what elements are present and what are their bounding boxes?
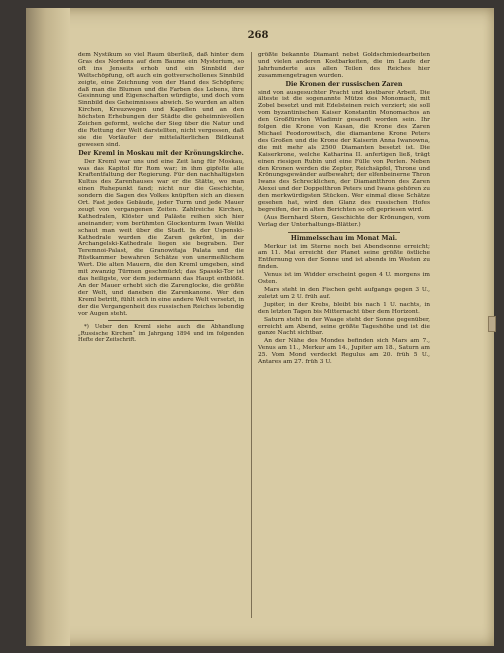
right-column	[258, 52, 430, 618]
page-gutter	[26, 8, 70, 646]
page-clip	[488, 316, 496, 332]
column-divider	[251, 52, 252, 618]
mars-paragraph: Mars steht in den Fischen geht aufgangs gegen 3 U., zuletzt um 2 U. früh auf.	[258, 287, 430, 300]
page-header	[90, 30, 426, 46]
footnote: *) Ueber den Kreml siehe auch die Abhandlung „Russische Kirchen“ im Jahrgang 1894 und im folgenden Hefte der Zeitschrift.	[78, 324, 244, 344]
section-title-kronen: Die Kronen der russischen Zaren	[285, 80, 403, 88]
section-title-kreml: Der Kreml in Moskau mit der Krönungskirche.	[78, 149, 244, 157]
moon-paragraph: An der Nähe des Mondes befinden sich Mars am 7., Venus am 11., Merkur am 14., Jupiter am 18., Saturn am 25. Vom Mond verdeckt Regulus am 20. früh 5 U., Antares am 27. früh 3 U.	[258, 338, 430, 366]
venus-paragraph: Venus ist im Widder erscheint gegen 4 U. morgens im Osten.	[258, 272, 430, 286]
source-credit: (Aus Bernhard Stern, Geschichte der Krönungen, vom Verlag der Unterhaltungs-Blätter.)	[258, 214, 430, 228]
left-column	[78, 52, 244, 618]
kreml-paragraph: Der Kreml war uns und eine Zeit lang für Moskau, was das Kapitol für Rom war; in ihm gipfelte alle Kraftentfaltung der Regierung. Für den nachhaltigsten Kultus des Zarenhauses war er die Stätte, wo man einen Ruhepunkt fand; nicht nur die Geschichte, sondern die Sagen des Volkes knüpften sich an diesen Ort. Fast jedes Gebäude, jeder Turm und jede Mauer zeugt von vergangenen Zeiten. Zahlreiche Kirchen, Kathedralen, Klöster und Paläste reihen sich hier aneinander; vom berühmten Glockenturm Iwan Weliki schaut man weit über die Stadt. In der Uspenski-Kathedrale wurden die Zaren gekrönt, in der Archangelski-Kathedrale liegen sie begraben. Der Teremnoi-Palast, die Granowitaja Palata und die Rüstkammer bewahren Schätze von unermeßlichem Wert. Die alten Mauern, die den Kreml umgeben, sind mit zwanzig Türmen geschmückt; das Spasski-Tor ist das heiligste, vor dem jedermann das Haupt entblößt. An der Mauer erhebt sich die Zarenglocke, die größte der Welt, und daneben die Zarenkanone. Wer den Kreml betritt, fühlt sich in eine andere Welt versetzt, in der die Vergangenheit des russischen Reiches lebendig vor Augen steht.	[78, 158, 244, 317]
left-intro-paragraph: dem Nystikum so viel Raum überließ, daß hinter dem Gras des Nordens auf dem Baume ein Mysterium, so oft ins Jenseits erhob und ein Sinnbild der Weltschöpfung, oft auch ein gottverschollenes Sinnbild zeigte, eine Zeichnung von der Hand des Schöpfers; daß man die Blumen und die Farben des Lebens, ihre Gesinnung und Eigenschaften würdigte, und doch vom Sinnbild des Geheimnisses abwich. So wurden an alten Kirchen, Kreuzwegen und Kapellen und an den höchsten Erhebungen der Städte die geheimnisvollen Zeichen geformt, welche der Sieg über die Natur und die Rettung der Welt darstellten, nicht vergessen, daß sie die Vorläufer der mittelalterlichen Bildkunst gewesen sind.	[78, 52, 244, 148]
page-number: 268	[247, 30, 269, 41]
right-intro-paragraph: größte bekannte Diamant nebst Goldschmiedearbeiten und vielen anderen Kostbarkeiten, die im Laufe der Jahrhunderte aus allen Teilen des Reiches hier zusammengetragen wurden.	[258, 52, 430, 79]
section-divider	[288, 232, 400, 233]
saturn-paragraph: Saturn steht in der Waage steht der Sonne gegenüber, erreicht am Abend, seine größte Tageshöhe und ist die ganze Nacht sichtbar.	[258, 316, 430, 337]
jupiter-paragraph: Jupiter, in der Krebs, bleibt bis nach 1 U. nachts, in den letzten Tagen bis Mitternacht über dem Horizont.	[258, 301, 430, 315]
kronen-paragraph: sind von ausgesuchter Pracht und kostbarer Arbeit. Die älteste ist die sogenannte Mütze des Monomach, mit Zobel besetzt und mit Edelsteinen reich verziert; sie soll vom byzantinischen Kaiser Konstantin Monomachos an den Großfürsten Wladimir gesandt worden sein. Ihr folgen die Krone von Kasan, die Krone des Zaren Michael Feodorowitsch, die diamantene Krone Peters des Großen und die Krone der Kaiserin Anna Iwanowna, die mit mehr als 2500 Diamanten besetzt ist. Die Kaiserkrone, welche Katharina II. anfertigen ließ, trägt einen riesigen Rubin und eine Fülle von Perlen. Neben den Kronen werden die Zepter, Reichsäpfel, Throne und Krönungsgewänder aufbewahrt; der elfenbeinerne Thron Iwans des Schrecklichen, der Diamantthron des Zaren Alexei und der Doppelthron Peters und Iwans gehören zu den merkwürdigsten Stücken. Wer einmal diese Schätze gesehen hat, wird den Glanz des russischen Hofes begreifen, der in alten Berichten so oft gepriesen wird.	[258, 89, 430, 213]
section-title-himmelsschau: Himmelsschau im Monat Mai.	[290, 234, 398, 242]
footnote-divider	[108, 320, 214, 321]
merkur-paragraph: Merkur ist im Sterne noch bei Abendsonne erreicht; am 11. Mai erreicht der Planet seine größte östliche Entfernung von der Sonne und ist abends im Westen zu finden.	[258, 243, 430, 271]
